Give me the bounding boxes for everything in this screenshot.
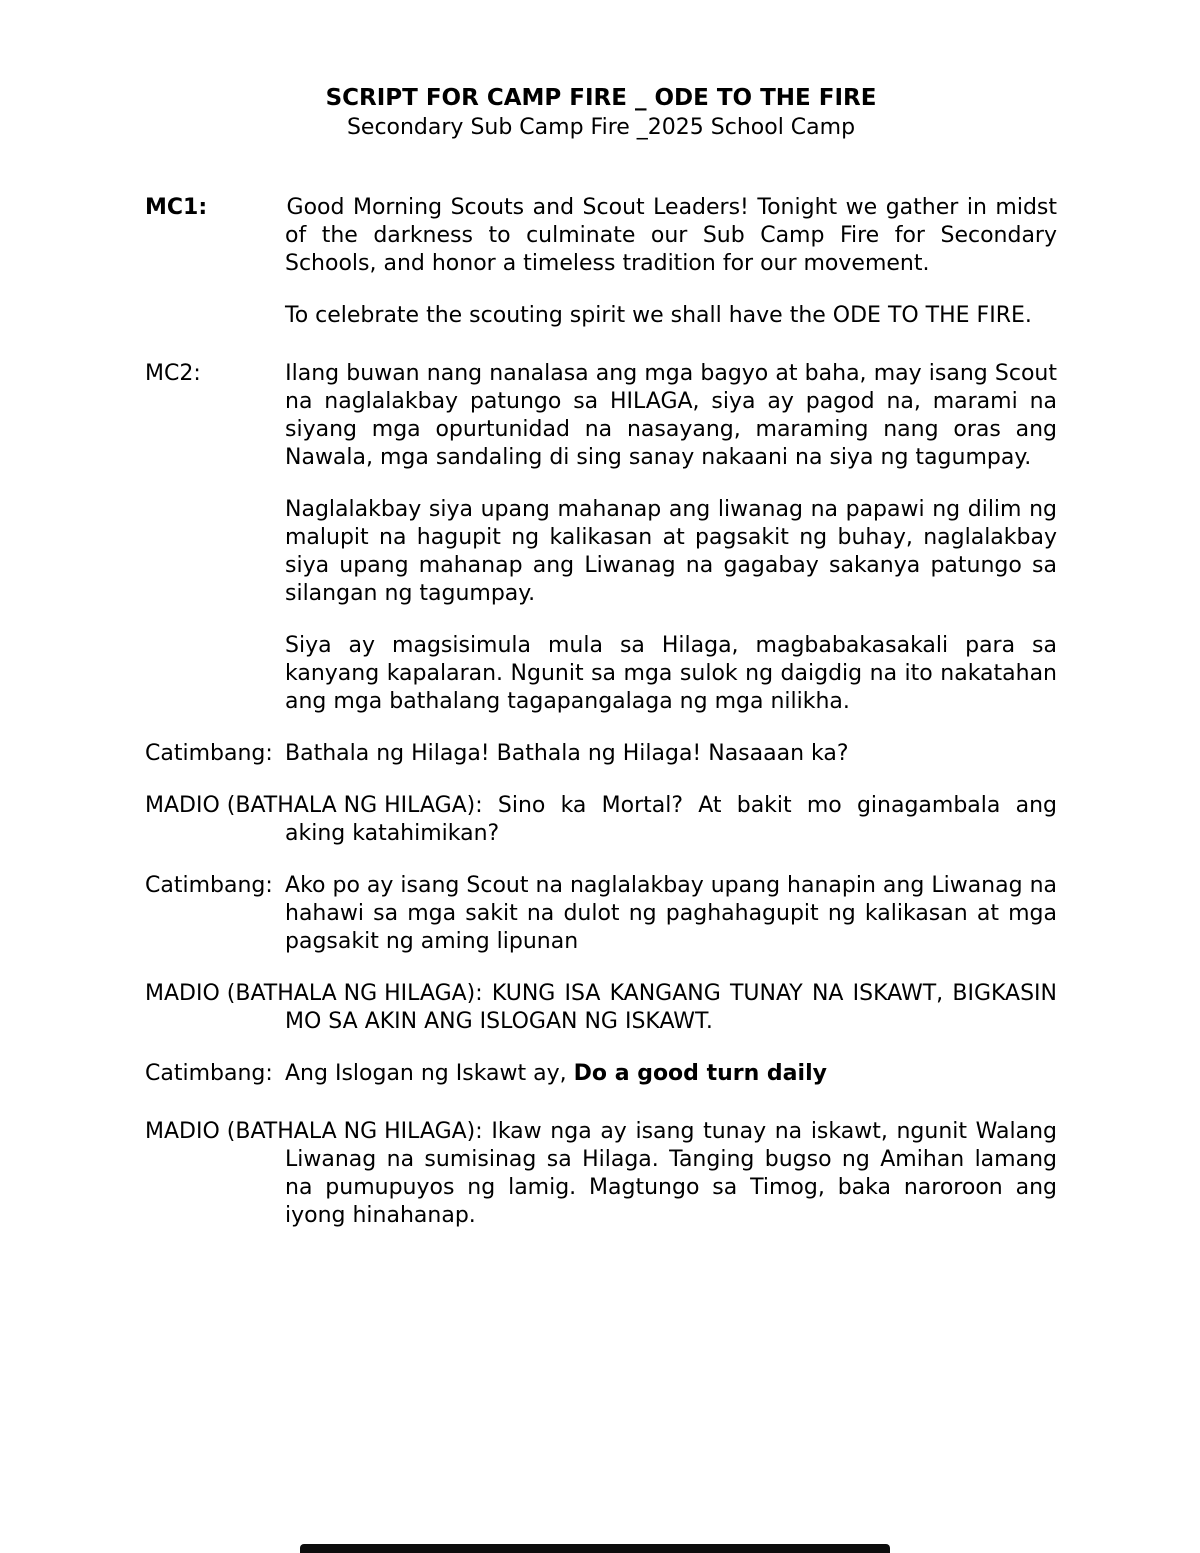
script-entry-madio-2	[145, 980, 1057, 1036]
dialogue-line	[145, 740, 1057, 768]
speaker-label-madio: MADIO (BATHALA NG HILAGA):	[145, 793, 483, 818]
speaker-label-catimbang: Catimbang:	[145, 873, 273, 898]
speaker-label-catimbang: Catimbang:	[145, 741, 273, 766]
dialogue-line	[145, 980, 1057, 1036]
document-subtitle: Secondary Sub Camp Fire _2025 School Camp	[346, 115, 856, 140]
dialogue-line	[145, 792, 1057, 848]
document-header	[145, 84, 1057, 142]
dialogue-continuation: Naglalakbay siya upang mahanap ang liwanag na papawi ng dilim ng malupit na hagupit ng kalikasan at pagsakit ng buhay, naglalakbay siya upang mahanap ang Liwanag na gagabay sakanya patungo sa silangan ng tagumpay.	[285, 497, 1057, 606]
speaker-label-mc1: MC1:	[145, 195, 208, 220]
dialogue-text: Ilang buwan nang nanalasa ang mga bagyo at baha, may isang Scout na naglalakbay patungo sa HILAGA, siya ay pagod na, marami na siyang mga opurtunidad na nasayang, maraming nang oras ang Nawala, mga sandaling di sing sanay nakaani na siya ng tagumpay.	[285, 361, 1057, 470]
dialogue-line	[145, 872, 1057, 956]
dialogue-continuation: Siya ay magsisimula mula sa Hilaga, magbabakasakali para sa kanyang kapalaran. Ngunit sa mga sulok ng daigdig na ito nakatahan ang mga bathalang tagapangalaga ng mga nilikha.	[285, 633, 1057, 714]
dialogue-text: Sino ka Mortal? At bakit mo ginagambala ang aking katahimikan?	[285, 793, 1057, 846]
script-entry-madio-1	[145, 792, 1057, 848]
dialogue-line	[145, 194, 1057, 278]
speaker-label-madio: MADIO (BATHALA NG HILAGA):	[145, 1119, 483, 1144]
script-entry-catimbang-1	[145, 740, 1057, 768]
script-entry-mc2	[145, 360, 1057, 716]
script-entry-catimbang-3	[145, 1060, 1057, 1088]
script-entry-mc1	[145, 194, 1057, 330]
dialogue-line	[145, 1118, 1057, 1230]
script-entry-catimbang-2	[145, 872, 1057, 956]
dialogue-text: Ang Islogan ng Iskawt ay,	[285, 1061, 574, 1086]
dialogue-text: Bathala ng Hilaga! Bathala ng Hilaga! Nasaaan ka?	[285, 741, 849, 766]
document-title: SCRIPT FOR CAMP FIRE _ ODE TO THE FIRE	[325, 85, 877, 111]
dialogue-text: Good Morning Scouts and Scout Leaders! Tonight we gather in midst of the darkness to culminate our Sub Camp Fire for Secondary Schools, and honor a timeless tradition for our movement.	[285, 195, 1057, 276]
dialogue-text: Ako po ay isang Scout na naglalakbay upang hanapin ang Liwanag na hahawi sa mga sakit na dulot ng paghahagupit ng kalikasan at mga pagsakit ng aming lipunan	[285, 873, 1057, 954]
dialogue-line	[145, 1060, 1057, 1088]
speaker-label-mc2: MC2:	[145, 361, 201, 386]
speaker-label-catimbang: Catimbang:	[145, 1061, 273, 1086]
script-body	[145, 194, 1057, 1230]
dialogue-text: Ikaw nga ay isang tunay na iskawt, ngunit Walang Liwanag na sumisinag sa Hilaga. Tanging bugso ng Amihan lamang na pumupuyos ng lamig. Magtungo sa Timog, baka naroroon ang iyong hinahanap.	[285, 1119, 1057, 1228]
dialogue-line	[145, 360, 1057, 472]
dialogue-text: KUNG ISA KANGANG TUNAY NA ISKAWT, BIGKASIN MO SA AKIN ANG ISLOGAN NG ISKAWT.	[285, 981, 1057, 1034]
dialogue-continuation: To celebrate the scouting spirit we shall have the ODE TO THE FIRE.	[285, 303, 1032, 328]
bottom-bar	[300, 1544, 890, 1553]
speaker-label-madio: MADIO (BATHALA NG HILAGA):	[145, 981, 483, 1006]
script-entry-madio-3	[145, 1118, 1057, 1230]
dialogue-text-bold: Do a good turn daily	[573, 1061, 827, 1086]
